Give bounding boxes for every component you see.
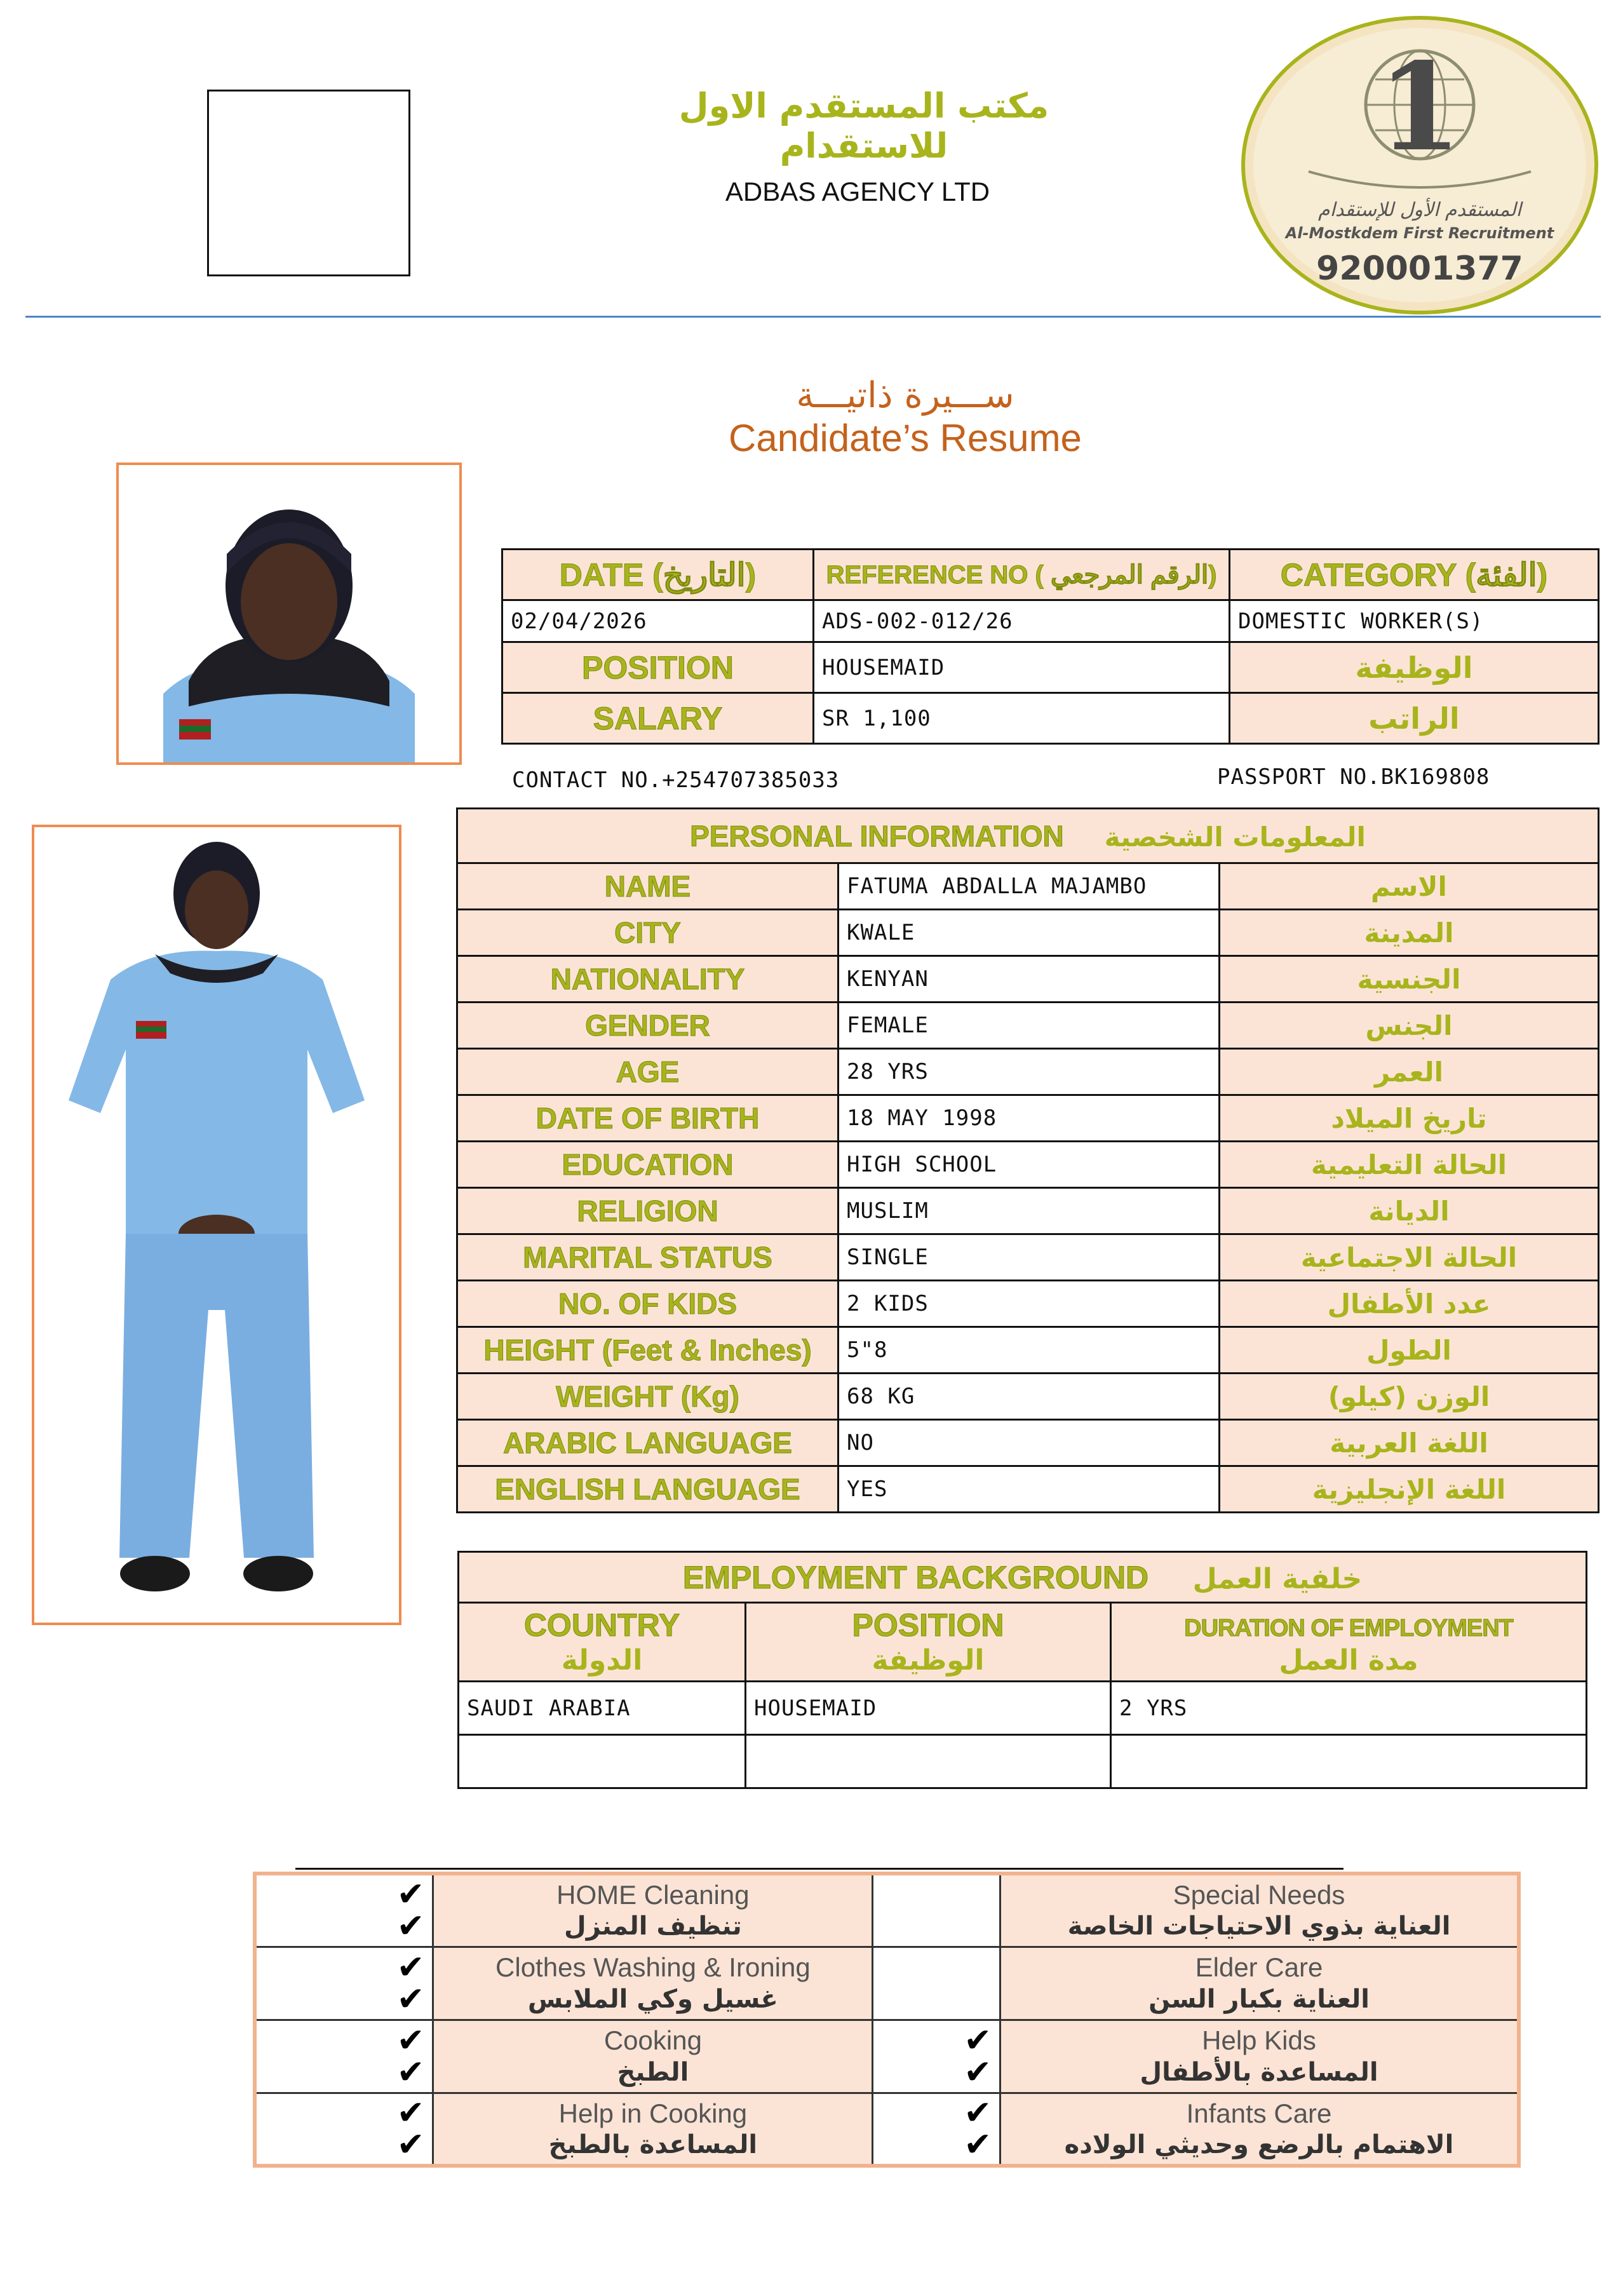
skill-name-arabic: العناية بكبار السن (1148, 1984, 1370, 2014)
salary-label-arabic: الراتب (1230, 693, 1599, 744)
height-feet-inches-value: 5"8 (838, 1327, 1220, 1374)
weight-kg-value: 68 KG (838, 1374, 1220, 1420)
skill-check-cell (255, 1874, 433, 1947)
date-of-birth-label-arabic: تاريخ الميلاد (1220, 1095, 1599, 1142)
employment-title-arabic: خلفية العمل (1192, 1562, 1363, 1595)
candidate-portrait-photo (116, 463, 462, 765)
skill-name-english: Cooking (603, 2025, 702, 2056)
skill-label-cell (1000, 1947, 1519, 2020)
employment-country: SAUDI ARABIA (459, 1682, 746, 1735)
personal-information-title (457, 809, 1599, 863)
education-label-arabic: الحالة التعليمية (1220, 1142, 1599, 1188)
duration-column-header (1111, 1603, 1587, 1682)
no-of-kids-label-arabic: عدد الأطفال (1220, 1281, 1599, 1327)
skill-label-cell (433, 1874, 873, 1947)
employment-position (746, 1735, 1111, 1788)
category-label: CATEGORY (الفئة) (1230, 550, 1599, 600)
english-language-value: YES (838, 1466, 1220, 1513)
employment-row (459, 1735, 1587, 1788)
skill-name-english: Infants Care (1186, 2098, 1332, 2128)
skill-check-cell (873, 1947, 1000, 2020)
check-mark-icon: ✔ (964, 2125, 992, 2164)
check-mark-icon: ✔ (396, 2125, 425, 2164)
skill-name-english: Clothes Washing & Ironing (495, 1952, 811, 1983)
personal-info-row (457, 1234, 1599, 1281)
nationality-label-arabic: الجنسية (1220, 956, 1599, 1003)
employment-country (459, 1735, 746, 1788)
country-header-english: COUNTRY (523, 1607, 680, 1643)
personal-info-row (457, 1049, 1599, 1095)
city-value: KWALE (838, 910, 1220, 956)
position-value: HOUSEMAID (814, 642, 1230, 693)
passport-number: PASSPORT NO.BK169808 (1217, 764, 1490, 790)
skill-name-english: Help in Cooking (558, 2098, 748, 2128)
personal-info-row (457, 1374, 1599, 1420)
skill-name-arabic: العناية بذوي الاحتياجات الخاصة (1067, 1912, 1451, 1941)
agency-logo (1239, 13, 1601, 318)
reference-label: REFERENCE NO ( الرقم المرجعي) (814, 550, 1230, 600)
weight-kg-label: WEIGHT (Kg) (457, 1374, 838, 1420)
marital-status-label: MARITAL STATUS (457, 1234, 838, 1281)
skills-divider (295, 1868, 1344, 1870)
marital-status-value: SINGLE (838, 1234, 1220, 1281)
skills-row (255, 1874, 1519, 1947)
personal-info-row (457, 1095, 1599, 1142)
header-divider (25, 316, 1601, 318)
check-mark-icon: ✔ (964, 2053, 992, 2091)
skills-row (255, 2093, 1519, 2166)
personal-title-arabic: المعلومات الشخصية (1104, 821, 1366, 853)
position-header-english: POSITION (852, 1607, 1004, 1643)
personal-info-row (457, 910, 1599, 956)
gender-label-arabic: الجنس (1220, 1003, 1599, 1049)
resume-title-english: Candidate’s Resume (729, 417, 1082, 459)
skill-label-cell (1000, 2093, 1519, 2166)
marital-status-label-arabic: الحالة الاجتماعية (1220, 1234, 1599, 1281)
skill-name-english: HOME Cleaning (556, 1880, 750, 1910)
personal-info-row (457, 1281, 1599, 1327)
employment-duration (1111, 1735, 1587, 1788)
position-label: POSITION (502, 642, 814, 693)
age-label: AGE (457, 1049, 838, 1095)
agency-name: ADBAS AGENCY LTD (725, 177, 990, 206)
education-label: EDUCATION (457, 1142, 838, 1188)
check-mark-icon: ✔ (396, 2093, 425, 2132)
check-mark-icon: ✔ (964, 2021, 992, 2060)
date-value: 02/04/2026 (502, 600, 814, 642)
duration-header-arabic: مدة العمل (1279, 1644, 1418, 1677)
logo-name-english: Al-Mostkdem First Recruitment (1285, 224, 1554, 242)
employment-title-english: EMPLOYMENT BACKGROUND (682, 1559, 1149, 1595)
arabic-language-label: ARABIC LANGUAGE (457, 1420, 838, 1466)
skill-check-cell (873, 2093, 1000, 2166)
personal-info-row (457, 956, 1599, 1003)
skill-name-arabic: المساعدة بالأطفال (1140, 2057, 1378, 2087)
employment-duration: 2 YRS (1111, 1682, 1587, 1735)
skill-name-arabic: الاهتمام بالرضع وحديثي الولاده (1064, 2130, 1454, 2159)
personal-info-row (457, 1420, 1599, 1466)
salary-label: SALARY (502, 693, 814, 744)
check-mark-icon: ✔ (964, 2093, 992, 2132)
check-mark-icon: ✔ (396, 1948, 425, 1987)
no-of-kids-value: 2 KIDS (838, 1281, 1220, 1327)
gender-label: GENDER (457, 1003, 838, 1049)
logo-numeral: 1 (1377, 36, 1462, 178)
personal-info-row (457, 863, 1599, 910)
skill-label-cell (433, 1947, 873, 2020)
skill-name-arabic: غسيل وكي الملابس (527, 1984, 778, 2014)
no-of-kids-label: NO. OF KIDS (457, 1281, 838, 1327)
skill-name-english: Help Kids (1202, 2025, 1316, 2056)
position-label-arabic: الوظيفة (1230, 642, 1599, 693)
check-mark-icon: ✔ (396, 1875, 425, 1914)
date-of-birth-label: DATE OF BIRTH (457, 1095, 838, 1142)
skill-name-english: Elder Care (1195, 1952, 1323, 1983)
religion-value: MUSLIM (838, 1188, 1220, 1234)
height-feet-inches-label-arabic: الطول (1220, 1327, 1599, 1374)
check-mark-icon: ✔ (396, 1980, 425, 2018)
country-header-arabic: الدولة (561, 1644, 643, 1677)
education-value: HIGH SCHOOL (838, 1142, 1220, 1188)
personal-info-row (457, 1327, 1599, 1374)
height-feet-inches-label: HEIGHT (Feet & Inches) (457, 1327, 838, 1374)
position-column-header (746, 1603, 1111, 1682)
country-column-header (459, 1603, 746, 1682)
name-label-arabic: الاسم (1220, 863, 1599, 910)
category-value: DOMESTIC WORKER(S) (1230, 600, 1599, 642)
skill-name-arabic: المساعدة بالطبخ (548, 2130, 758, 2159)
skill-label-cell (1000, 1874, 1519, 1947)
logo-name-arabic: المستقدم الأول للإستقدام (1318, 199, 1521, 221)
age-label-arabic: العمر (1220, 1049, 1599, 1095)
skill-label-cell (433, 2093, 873, 2166)
religion-label: RELIGION (457, 1188, 838, 1234)
skill-check-cell (873, 1874, 1000, 1947)
reference-value: ADS-002-012/26 (814, 600, 1230, 642)
skill-name-arabic: تنظيف المنزل (564, 1912, 742, 1941)
skills-row (255, 2020, 1519, 2093)
photo-placeholder-box (207, 90, 410, 276)
nationality-label: NATIONALITY (457, 956, 838, 1003)
city-label: CITY (457, 910, 838, 956)
salary-value: SR 1,100 (814, 693, 1230, 744)
arabic-language-label-arabic: اللغة العربية (1220, 1420, 1599, 1466)
skill-check-cell (255, 2093, 433, 2166)
age-value: 28 YRS (838, 1049, 1220, 1095)
personal-info-row (457, 1466, 1599, 1513)
personal-information-table (456, 807, 1599, 1513)
skills-row (255, 1947, 1519, 2020)
english-language-label: ENGLISH LANGUAGE (457, 1466, 838, 1513)
check-mark-icon: ✔ (396, 2053, 425, 2091)
skills-table (253, 1872, 1521, 2168)
date-of-birth-value: 18 MAY 1998 (838, 1095, 1220, 1142)
skill-label-cell (1000, 2020, 1519, 2093)
personal-info-row (457, 1142, 1599, 1188)
contact-number: CONTACT NO.+254707385033 (512, 767, 840, 793)
employment-background-table (457, 1551, 1587, 1789)
skill-name-english: Special Needs (1173, 1880, 1345, 1910)
employment-title (459, 1552, 1587, 1603)
city-label-arabic: المدينة (1220, 910, 1599, 956)
duration-header-english: DURATION OF EMPLOYMENT (1184, 1615, 1513, 1642)
logo-phone: 920001377 (1316, 250, 1523, 288)
personal-info-row (457, 1188, 1599, 1234)
weight-kg-label-arabic: الوزن (كيلو) (1220, 1374, 1599, 1420)
skill-label-cell (433, 2020, 873, 2093)
candidate-full-body-photo (32, 825, 401, 1625)
nationality-value: KENYAN (838, 956, 1220, 1003)
personal-info-row (457, 1003, 1599, 1049)
summary-table (501, 548, 1599, 745)
check-mark-icon: ✔ (396, 2021, 425, 2060)
arabic-language-value: NO (838, 1420, 1220, 1466)
skill-name-arabic: الطبخ (617, 2057, 689, 2087)
english-language-label-arabic: اللغة الإنجليزية (1220, 1466, 1599, 1513)
personal-title-english: PERSONAL INFORMATION (690, 819, 1064, 853)
date-label: DATE (التاريخ) (502, 550, 814, 600)
religion-label-arabic: الديانة (1220, 1188, 1599, 1234)
name-label: NAME (457, 863, 838, 910)
skill-check-cell (255, 2020, 433, 2093)
employment-position: HOUSEMAID (746, 1682, 1111, 1735)
employment-row (459, 1682, 1587, 1735)
position-header-arabic: الوظيفة (872, 1644, 985, 1677)
resume-title-arabic: ســـيرة ذاتيـــة (796, 375, 1014, 416)
gender-value: FEMALE (838, 1003, 1220, 1049)
name-value: FATUMA ABDALLA MAJAMBO (838, 863, 1220, 910)
check-mark-icon: ✔ (396, 1907, 425, 1946)
office-name-arabic: مكتب المستقدم الاول للاستقدام (678, 86, 1049, 166)
skill-check-cell (255, 1947, 433, 2020)
skill-check-cell (873, 2020, 1000, 2093)
